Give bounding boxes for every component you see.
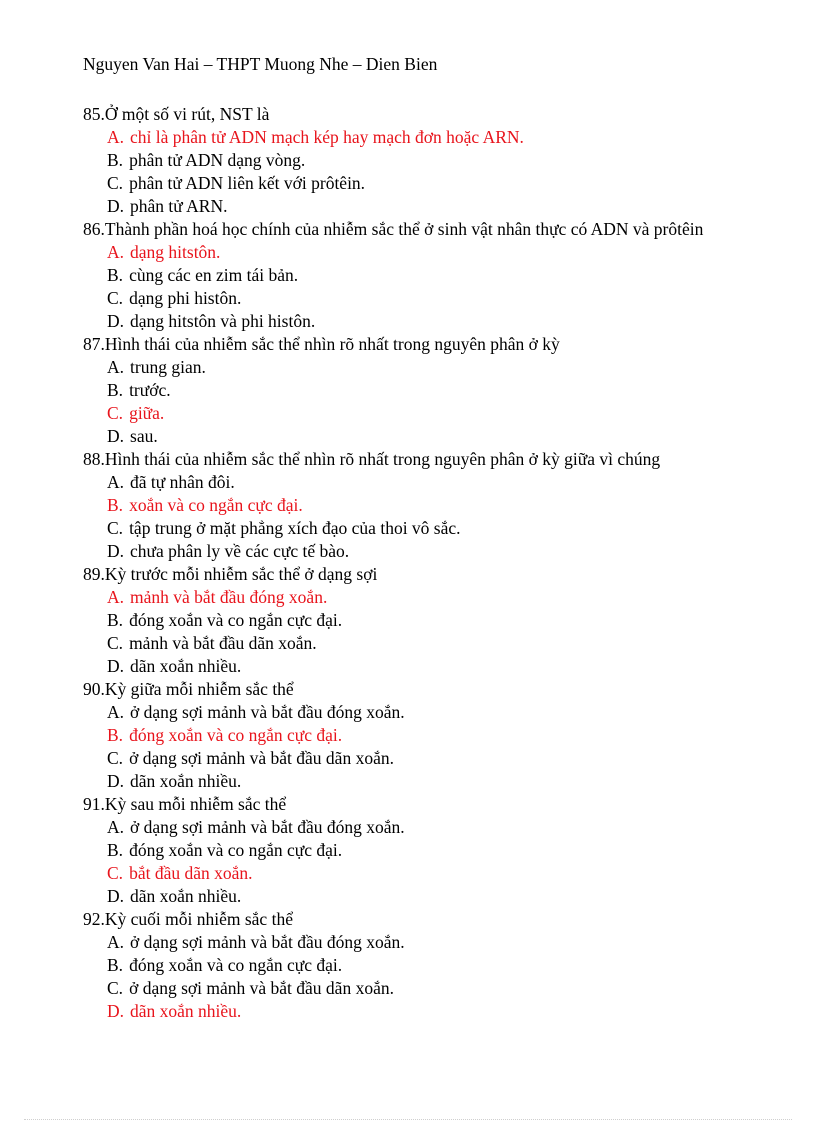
option-text: bắt đầu dãn xoắn. (129, 863, 253, 883)
option-letter: A. (107, 127, 125, 147)
option-text: chưa phân ly về các cực tế bào. (130, 541, 350, 561)
option-letter: D. (107, 771, 125, 791)
question-item (83, 908, 803, 1023)
answer-option-correct (83, 494, 803, 517)
option-letter: A. (107, 932, 125, 952)
question-text (83, 793, 803, 816)
option-letter: B. (107, 380, 124, 400)
option-text: trung gian. (130, 357, 206, 377)
page-header: Nguyen Van Hai – THPT Muong Nhe – Dien Bien (83, 54, 438, 74)
answer-option-correct (83, 402, 803, 425)
option-text: phân tử ARN. (130, 196, 228, 216)
answer-option (83, 816, 803, 839)
option-letter: C. (107, 518, 124, 538)
option-letter: B. (107, 495, 124, 515)
question-item (83, 448, 803, 563)
option-letter: B. (107, 725, 124, 745)
question-stem: Thành phần hoá học chính của nhiễm sắc thể ở sinh vật nhân thực có ADN và prôtêin (104, 219, 704, 239)
option-text: dãn xoắn nhiều. (130, 1001, 242, 1021)
question-number: 85. (83, 104, 105, 124)
question-item (83, 793, 803, 908)
answer-option-correct (83, 241, 803, 264)
page-divider (24, 1119, 792, 1120)
question-number: 92. (83, 909, 105, 929)
question-number: 91. (83, 794, 105, 814)
question-number: 88. (83, 449, 105, 469)
option-letter: C. (107, 173, 124, 193)
option-letter: B. (107, 150, 124, 170)
option-text: trước. (129, 380, 171, 400)
answer-option (83, 609, 803, 632)
question-number: 87. (83, 334, 105, 354)
option-text: dạng hitstôn và phi histôn. (130, 311, 316, 331)
option-letter: B. (107, 840, 124, 860)
option-text: ở dạng sợi mảnh và bắt đầu dãn xoắn. (129, 978, 394, 998)
option-letter: C. (107, 863, 124, 883)
option-text: cùng các en zim tái bản. (129, 265, 299, 285)
answer-option (83, 195, 803, 218)
question-list (83, 103, 803, 1023)
question-number: 90. (83, 679, 105, 699)
option-letter: D. (107, 1001, 125, 1021)
option-letter: A. (107, 587, 125, 607)
option-text: dãn xoắn nhiều. (130, 656, 242, 676)
option-text: tập trung ở mặt phẳng xích đạo của thoi vô sắc. (129, 518, 461, 538)
answer-option-correct (83, 1000, 803, 1023)
question-item (83, 218, 803, 333)
option-letter: D. (107, 886, 125, 906)
question-text (83, 678, 803, 701)
answer-option (83, 632, 803, 655)
option-text: mảnh và bắt đầu đóng xoắn. (130, 587, 328, 607)
question-text (83, 908, 803, 931)
option-text: dãn xoắn nhiều. (130, 771, 242, 791)
question-item (83, 103, 803, 218)
option-text: đóng xoắn và co ngắn cực đại. (129, 955, 343, 975)
answer-option (83, 471, 803, 494)
question-stem: Hình thái của nhiễm sắc thể nhìn rõ nhất trong nguyên phân ở kỳ giữa vì chúng (104, 449, 661, 469)
option-letter: D. (107, 426, 125, 446)
option-letter: D. (107, 311, 125, 331)
question-text (83, 563, 803, 586)
answer-option-correct (83, 126, 803, 149)
option-letter: B. (107, 955, 124, 975)
answer-option (83, 885, 803, 908)
question-stem: Kỳ cuối mỗi nhiễm sắc thể (104, 909, 293, 929)
answer-option (83, 264, 803, 287)
option-letter: A. (107, 472, 125, 492)
answer-option (83, 770, 803, 793)
option-text: chỉ là phân tử ADN mạch kép hay mạch đơn hoặc ARN. (130, 127, 524, 147)
answer-option (83, 287, 803, 310)
question-stem: Kỳ trước mỗi nhiễm sắc thể ở dạng sợi (104, 564, 378, 584)
option-text: đóng xoắn và co ngắn cực đại. (129, 725, 343, 745)
option-text: dạng hitstôn. (130, 242, 221, 262)
question-number: 89. (83, 564, 105, 584)
question-stem: Kỳ sau mỗi nhiễm sắc thể (104, 794, 287, 814)
option-text: phân tử ADN dạng vòng. (129, 150, 306, 170)
answer-option (83, 977, 803, 1000)
answer-option (83, 655, 803, 678)
answer-option (83, 701, 803, 724)
answer-option (83, 540, 803, 563)
answer-option-correct (83, 724, 803, 747)
question-text (83, 448, 803, 471)
option-text: mảnh và bắt đầu dãn xoắn. (129, 633, 317, 653)
option-letter: C. (107, 633, 124, 653)
question-item (83, 333, 803, 448)
option-text: ở dạng sợi mảnh và bắt đầu đóng xoắn. (130, 702, 405, 722)
answer-option (83, 954, 803, 977)
option-letter: A. (107, 817, 125, 837)
question-item (83, 678, 803, 793)
option-text: phân tử ADN liên kết với prôtêin. (129, 173, 366, 193)
option-text: dạng phi histôn. (129, 288, 242, 308)
option-text: ở dạng sợi mảnh và bắt đầu đóng xoắn. (130, 932, 405, 952)
option-text: ở dạng sợi mảnh và bắt đầu dãn xoắn. (129, 748, 394, 768)
answer-option (83, 379, 803, 402)
option-letter: D. (107, 541, 125, 561)
question-text (83, 333, 803, 356)
option-letter: D. (107, 196, 125, 216)
question-item (83, 563, 803, 678)
option-text: sau. (130, 426, 158, 446)
answer-option (83, 172, 803, 195)
option-letter: C. (107, 288, 124, 308)
answer-option (83, 931, 803, 954)
answer-option-correct (83, 586, 803, 609)
answer-option (83, 517, 803, 540)
answer-option (83, 356, 803, 379)
question-stem: Hình thái của nhiễm sắc thể nhìn rõ nhất trong nguyên phân ở kỳ (104, 334, 560, 354)
answer-option (83, 425, 803, 448)
question-stem: Ở một số vi rút, NST là (104, 104, 270, 124)
option-letter: B. (107, 265, 124, 285)
option-text: xoắn và co ngắn cực đại. (129, 495, 303, 515)
answer-option (83, 747, 803, 770)
option-letter: A. (107, 357, 125, 377)
option-text: dãn xoắn nhiều. (130, 886, 242, 906)
option-letter: D. (107, 656, 125, 676)
option-text: đóng xoắn và co ngắn cực đại. (129, 610, 343, 630)
option-letter: A. (107, 702, 125, 722)
option-letter: A. (107, 242, 125, 262)
question-text (83, 218, 803, 241)
question-stem: Kỳ giữa mỗi nhiễm sắc thể (104, 679, 294, 699)
option-letter: B. (107, 610, 124, 630)
answer-option (83, 149, 803, 172)
option-text: giữa. (129, 403, 165, 423)
option-text: ở dạng sợi mảnh và bắt đầu đóng xoắn. (130, 817, 405, 837)
answer-option (83, 310, 803, 333)
option-letter: C. (107, 748, 124, 768)
option-letter: C. (107, 978, 124, 998)
answer-option (83, 839, 803, 862)
option-text: đã tự nhân đôi. (130, 472, 235, 492)
option-text: đóng xoắn và co ngắn cực đại. (129, 840, 343, 860)
answer-option-correct (83, 862, 803, 885)
option-letter: C. (107, 403, 124, 423)
question-text (83, 103, 803, 126)
question-number: 86. (83, 219, 105, 239)
